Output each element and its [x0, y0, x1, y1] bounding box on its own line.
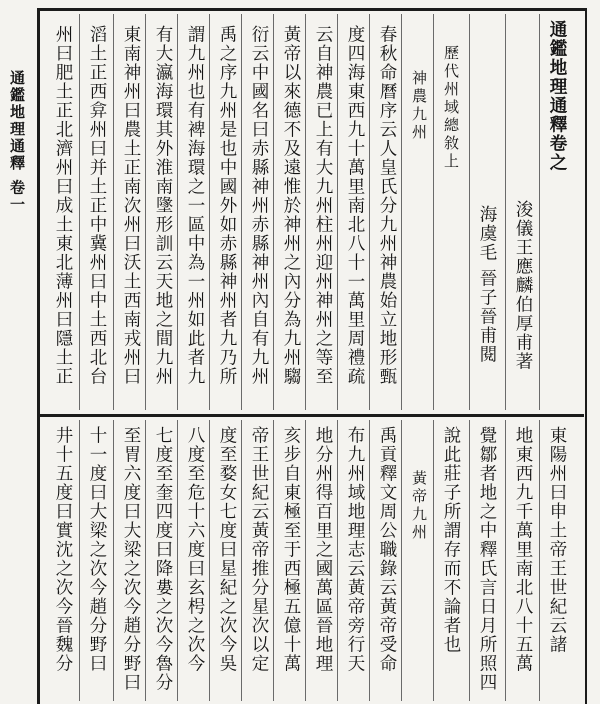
column-rule — [113, 14, 114, 410]
lower-text-column: 七度至奎四度曰降婁之次今魯分 — [153, 426, 173, 692]
column-rule — [209, 14, 210, 410]
column-rule — [505, 420, 506, 701]
upper-text-column: 禹之序九州是也中國外如赤縣神州者九乃所 — [217, 25, 237, 386]
lower-text-column: 井十五度曰實沈之次今晉魏分 — [53, 426, 73, 673]
column-rule — [273, 14, 274, 410]
column-rule — [433, 14, 434, 410]
column-rule — [145, 420, 146, 701]
lower-text-column: 至胃六度曰大梁之次今趙分野曰 — [121, 426, 141, 692]
column-rule — [241, 420, 242, 701]
column-rule — [469, 14, 470, 410]
lower-text-column: 布九州域地理志云黃帝旁行天 — [345, 426, 365, 673]
upper-text-column: 海虞毛 晉子晉甫閱 — [477, 205, 497, 365]
column-rule — [369, 420, 370, 701]
column-rule — [369, 14, 370, 410]
column-rule — [337, 14, 338, 410]
column-rule — [113, 420, 114, 701]
lower-text-column: 十一度曰大梁之次今趙分野曰 — [87, 426, 107, 673]
upper-text-column: 通鑑地理通釋卷之 — [547, 20, 567, 172]
column-rule — [209, 420, 210, 701]
lower-text-column: 禹貢釋文周公職錄云黃帝受命 — [377, 426, 397, 673]
upper-text-column: 歷代州域總敘上 — [442, 45, 460, 171]
upper-text-column: 黃帝以來德不及遠惟於神州之內分為九州騶 — [281, 25, 301, 386]
upper-text-column: 謂九州也有裨海環之一區中為一州如此者九 — [185, 25, 205, 386]
column-rule — [469, 420, 470, 701]
upper-text-column: 衍云中國名曰赤縣神州赤縣神州內自有九州 — [249, 25, 269, 386]
column-rule — [79, 420, 80, 701]
lower-text-column: 帝王世紀云黃帝推分星次以定 — [249, 426, 269, 673]
column-rule — [337, 420, 338, 701]
lower-text-column: 東陽州曰申土帝王世紀云諸 — [547, 426, 567, 654]
column-rule — [145, 14, 146, 410]
lower-text-column: 亥步自東極至于西極五億十萬 — [281, 426, 301, 673]
lower-text-column: 地分州得百里之國萬區晉地理 — [313, 426, 333, 673]
column-rule — [79, 14, 80, 410]
lower-text-column: 地東西九千萬里南北八十五萬 — [513, 426, 533, 673]
lower-text-column: 度至婺女七度曰星紀之次今吳 — [217, 426, 237, 673]
column-rule — [401, 14, 402, 410]
upper-text-column: 東南神州曰農土正南次州曰沃土西南戎州曰 — [121, 25, 141, 386]
lower-text-column: 黃帝九州 — [410, 470, 428, 542]
column-rule — [177, 420, 178, 701]
column-rule — [305, 420, 306, 701]
lower-text-column: 說此莊子所謂存而不論者也 — [441, 426, 461, 654]
column-rule — [539, 14, 540, 410]
column-rule — [273, 420, 274, 701]
upper-text-column: 浚儀王應麟伯厚甫著 — [513, 200, 533, 371]
column-rule — [505, 14, 506, 410]
upper-text-column: 滔土正西弇州曰并土正中冀州曰中土西北台 — [87, 25, 107, 386]
column-rule — [305, 14, 306, 410]
upper-text-column: 有大瀛海環其外淮南墬形訓云天地之間九州 — [153, 25, 173, 386]
column-rule — [177, 14, 178, 410]
column-rule — [433, 420, 434, 701]
half-page-divider — [37, 414, 584, 417]
margin-title: 通鑑地理通釋 卷一 — [8, 70, 26, 214]
upper-text-column: 州曰肥土正北濟州曰成土東北薄州曰隱土正 — [53, 25, 73, 386]
upper-text-column: 度四海東西九十萬里南北八十一萬里周禮疏 — [345, 25, 365, 386]
upper-text-column: 云自神農已上有大九州柱州迎州神州之等至 — [313, 25, 333, 386]
lower-text-column: 八度至危十六度曰玄枵之次今 — [185, 426, 205, 673]
column-rule — [241, 14, 242, 410]
column-rule — [401, 420, 402, 701]
upper-text-column: 神農九州 — [410, 70, 428, 142]
lower-text-column: 覺鄒者地之中釋氏言日月所照四 — [477, 426, 497, 692]
column-rule — [539, 420, 540, 701]
upper-text-column: 春秋命曆序云人皇氏分九州神農始立地形甄 — [377, 25, 397, 386]
